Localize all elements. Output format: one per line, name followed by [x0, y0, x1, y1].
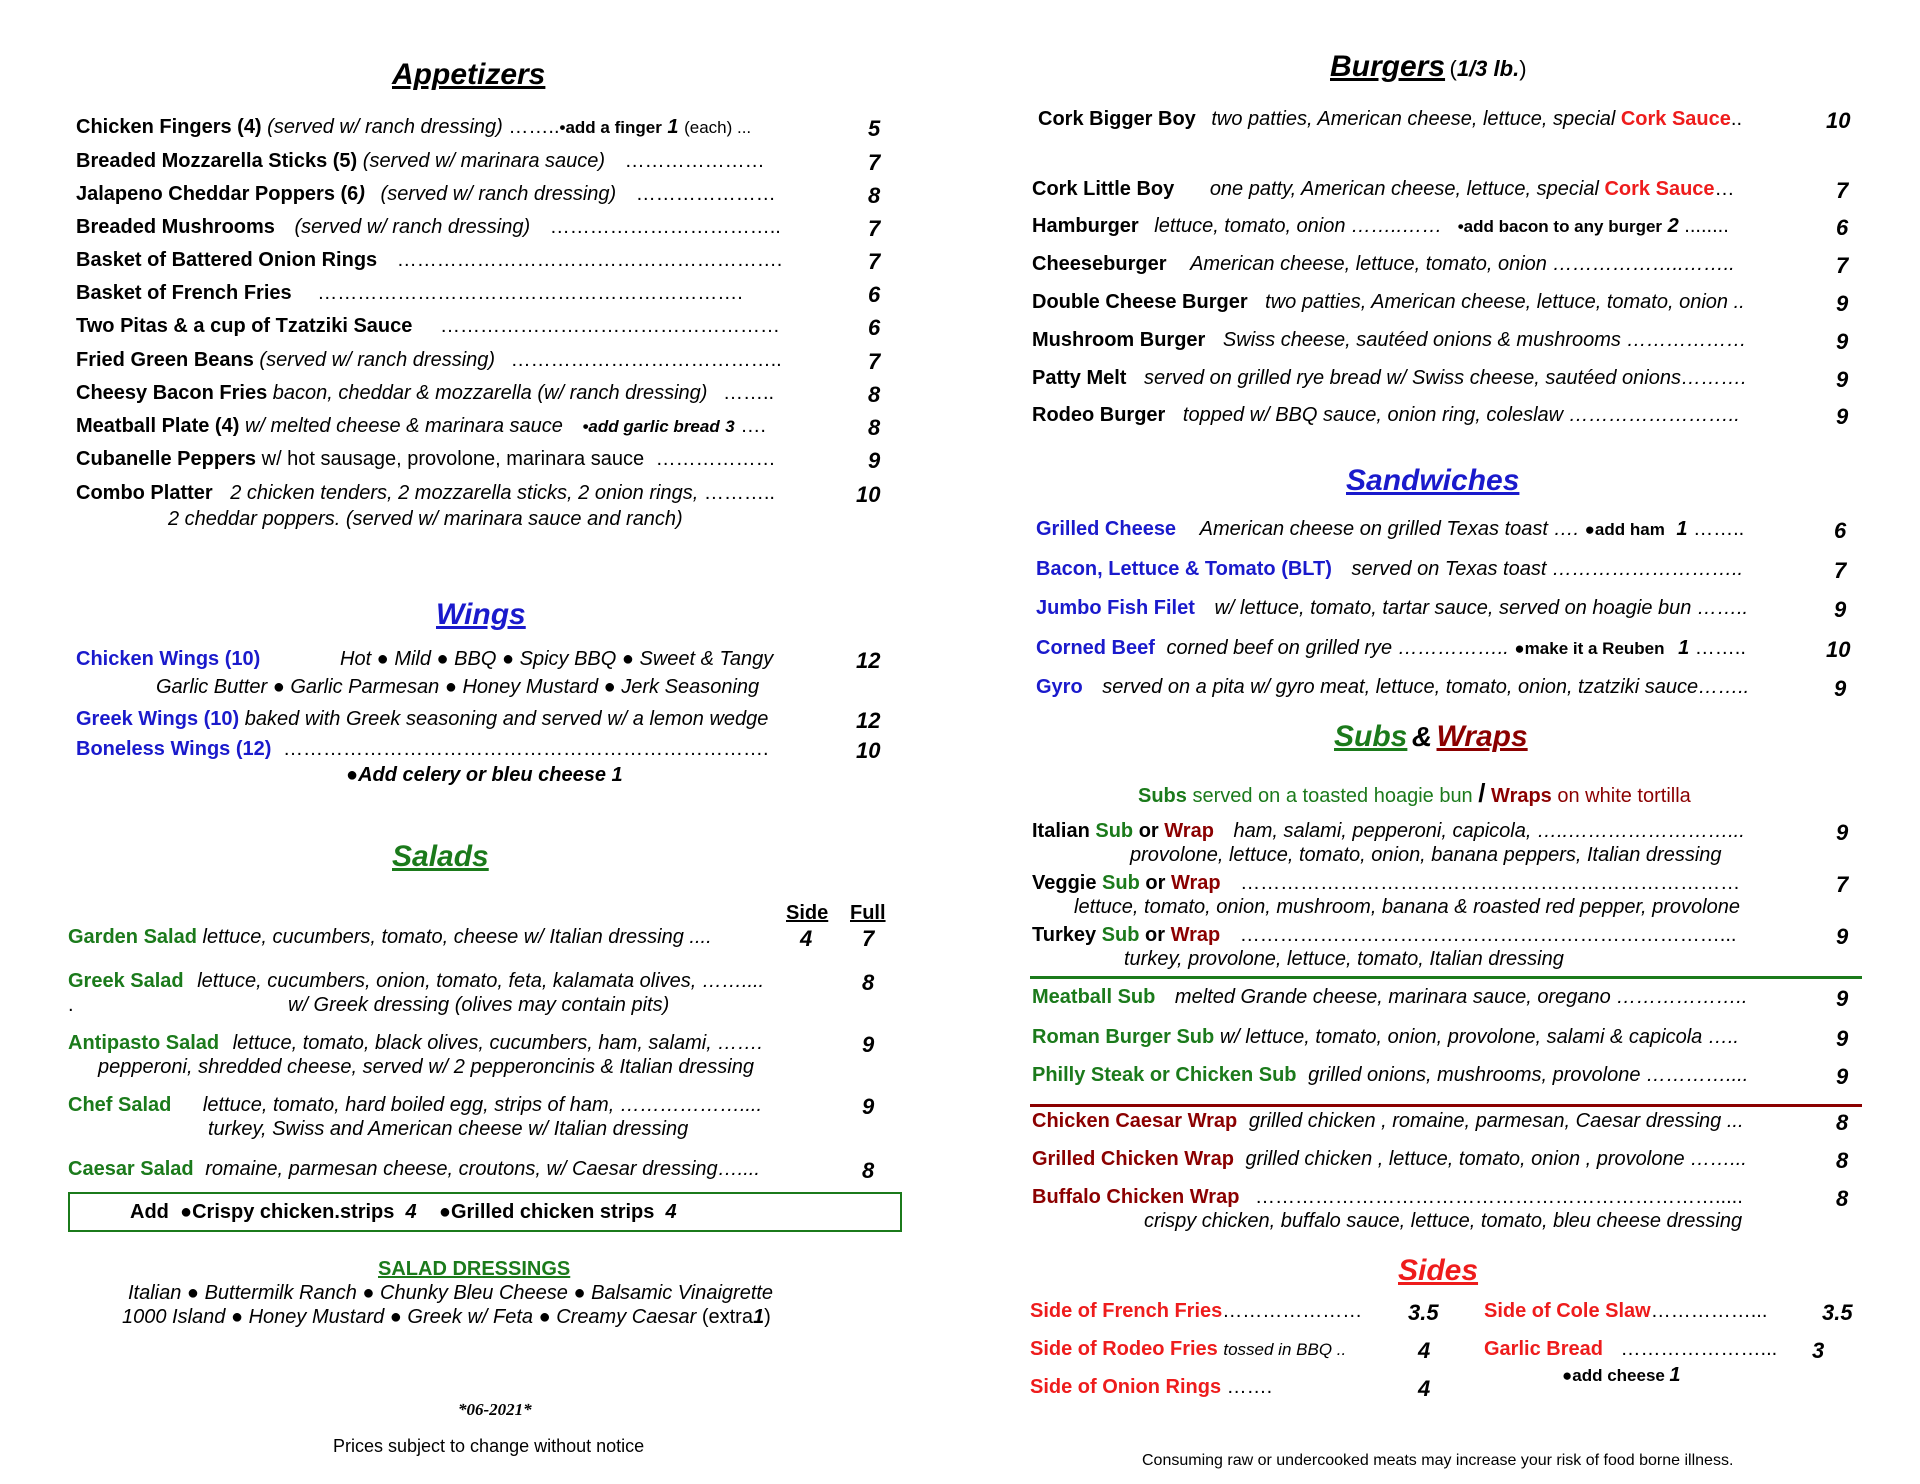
item-price: 7: [868, 216, 881, 241]
list-item: Cheeseburger American cheese, lettuce, tomato, onion ………………..……..: [1032, 253, 1735, 275]
list-item: Philly Steak or Chicken Sub grilled onions, mushrooms, provolone …………....: [1032, 1064, 1749, 1086]
column-header-full: Full: [850, 902, 886, 924]
full-price: 7: [862, 926, 875, 951]
full-price: 9: [862, 1032, 875, 1057]
wings-flavors: Garlic Butter ● Garlic Parmesan ● Honey Mustard ● Jerk Seasoning: [156, 676, 760, 698]
list-item: Italian Sub or Wrap ham, salami, pepperoni, capicola, …..……………………...: [1032, 820, 1745, 842]
item-price: 10: [856, 482, 881, 507]
list-item: Combo Platter 2 chicken tenders, 2 mozzarella sticks, 2 onion rings, ………..: [76, 482, 775, 504]
item-description: 2 cheddar poppers. (served w/ marinara sauce and ranch): [168, 508, 683, 530]
item-price: 3.5: [1822, 1300, 1853, 1325]
list-item: Patty Melt served on grilled rye bread w/ Swiss cheese, sautéed onions……….: [1032, 367, 1747, 389]
list-item: Garlic Bread …………………...: [1484, 1338, 1778, 1360]
list-item: Side of Onion Rings …….: [1030, 1376, 1273, 1398]
wings-addon: ●Add celery or bleu cheese 1: [346, 764, 623, 786]
item-price: 9: [1836, 291, 1849, 316]
item-price: 8: [868, 183, 881, 208]
item-price: 8: [1836, 1110, 1849, 1135]
item-price: 10: [856, 738, 881, 763]
list-item: Cork Little Boy one patty, American cheese, lettuce, special Cork Sauce…: [1032, 178, 1735, 200]
item-price: 6: [868, 315, 881, 340]
wraps-divider: [1030, 1104, 1862, 1107]
item-price: 8: [868, 415, 881, 440]
item-price: 10: [1826, 108, 1851, 133]
list-item: Side of French Fries…………………: [1030, 1300, 1363, 1322]
list-item: Buffalo Chicken Wrap …………………………………………………………….....: [1032, 1186, 1743, 1208]
list-item: Grilled Cheese American cheese on grilled Texas toast …. ●add ham 1 ……..: [1036, 518, 1745, 540]
full-price: 8: [862, 1158, 875, 1183]
list-item: Side of Rodeo Fries tossed in BBQ ..: [1030, 1338, 1347, 1360]
item-price: 6: [868, 282, 881, 307]
subs-divider: [1030, 976, 1862, 979]
item-price: 6: [1836, 215, 1849, 240]
menu-date: *06-2021*: [458, 1400, 532, 1419]
item-price: 8: [1836, 1186, 1849, 1211]
item-price: 12: [856, 708, 881, 733]
list-item: Veggie Sub or Wrap …………………………………………………………………: [1032, 872, 1741, 894]
item-description: crispy chicken, buffalo sauce, lettuce, tomato, bleu cheese dressing: [1144, 1210, 1743, 1232]
subs-wraps-heading: Subs & Wraps: [1334, 720, 1528, 753]
item-price: 12: [856, 648, 881, 673]
list-item: Cork Bigger Boy two patties, American cheese, lettuce, special Cork Sauce..: [1038, 108, 1743, 130]
item-price: 9: [1836, 924, 1849, 949]
list-item: Chef Salad lettuce, tomato, hard boiled egg, strips of ham, ………………....: [68, 1094, 763, 1116]
item-price: 8: [1836, 1148, 1849, 1173]
list-item: Greek Wings (10) baked with Greek seasoning and served w/ a lemon wedge: [76, 708, 769, 730]
list-item: Turkey Sub or Wrap ………………………………………………………………...: [1032, 924, 1737, 946]
list-item: Cubanelle Peppers w/ hot sausage, provolone, marinara sauce ………………: [76, 448, 776, 470]
item-price: 9: [1834, 597, 1847, 622]
item-price: 9: [1836, 1026, 1849, 1051]
subs-wraps-intro: Subs served on a toasted hoagie bun / Wraps on white tortilla: [1138, 778, 1691, 808]
list-item: Hamburger lettuce, tomato, onion ……..…… •add bacon to any burger 2 ........: [1032, 215, 1729, 237]
list-item: Grilled Chicken Wrap grilled chicken , lettuce, tomato, onion , provolone ……...: [1032, 1148, 1747, 1170]
item-description: provolone, lettuce, tomato, onion, banana peppers, Italian dressing: [1130, 844, 1722, 866]
full-price: 9: [862, 1094, 875, 1119]
item-price: 9: [1836, 1064, 1849, 1089]
list-item: Basket of French Fries ……………………………………………………….: [76, 282, 743, 304]
list-item: Garden Salad lettuce, cucumbers, tomato, cheese w/ Italian dressing ....: [68, 926, 712, 948]
sandwiches-heading: Sandwiches: [1346, 464, 1520, 497]
item-price: 7: [1836, 872, 1849, 897]
item-price: 10: [1826, 637, 1851, 662]
list-item: Side of Cole Slaw……………...: [1484, 1300, 1768, 1322]
item-price: 9: [1834, 676, 1847, 701]
list-item: Chicken Fingers (4) (served w/ ranch dressing) ……..•add a finger 1 (each) ...: [76, 116, 752, 138]
sides-addon: ●add cheese 1: [1562, 1364, 1681, 1386]
list-item: Basket of Battered Onion Rings ………………………………………………….: [76, 249, 783, 271]
wings-item-name: Chicken Wings (10): [76, 648, 261, 670]
list-item: Breaded Mushrooms (served w/ ranch dressing) ……………………………..: [76, 216, 781, 238]
salad-addon-box: [68, 1192, 902, 1232]
item-price: 4: [1418, 1376, 1431, 1401]
item-price: 9: [868, 448, 881, 473]
item-price: 9: [1836, 986, 1849, 1011]
dressings-heading: SALAD DRESSINGS: [378, 1258, 571, 1280]
salads-heading: Salads: [392, 840, 489, 873]
wings-heading: Wings: [436, 598, 526, 631]
list-item: Roman Burger Sub w/ lettuce, tomato, onion, provolone, salami & capicola …..: [1032, 1026, 1739, 1048]
item-description: pepperoni, shredded cheese, served w/ 2 pepperoncinis & Italian dressing: [98, 1056, 754, 1078]
list-item: Jalapeno Cheddar Poppers (6) (served w/ ranch dressing) …………………: [76, 183, 776, 205]
item-price: 4: [1418, 1338, 1431, 1363]
item-price: 9: [1836, 820, 1849, 845]
full-price: 8: [862, 970, 875, 995]
list-item: Rodeo Burger topped w/ BBQ sauce, onion ring, coleslaw ……………………..: [1032, 404, 1740, 426]
item-price: 7: [868, 249, 881, 274]
item-price: 8: [868, 382, 881, 407]
column-header-side: Side: [786, 902, 829, 924]
sides-heading: Sides: [1398, 1254, 1479, 1287]
item-price: 7: [868, 349, 881, 374]
item-price: 7: [1836, 253, 1849, 278]
dressings-line-1: Italian ● Buttermilk Ranch ● Chunky Bleu Cheese ● Balsamic Vinaigrette: [128, 1282, 774, 1304]
list-item: Jumbo Fish Filet w/ lettuce, tomato, tartar sauce, served on hoagie bun ……..: [1036, 597, 1749, 619]
list-item: Two Pitas & a cup of Tzatziki Sauce ……………………………………………: [76, 315, 780, 337]
item-price: 7: [1836, 178, 1849, 203]
burgers-heading: Burgers (1/3 lb.): [1330, 50, 1527, 83]
item-price: 5: [868, 116, 881, 141]
list-item: Meatball Sub melted Grande cheese, marinara sauce, oregano ………………..: [1032, 986, 1748, 1008]
item-price: 9: [1836, 404, 1849, 429]
list-item: Gyro served on a pita w/ gyro meat, lettuce, tomato, onion, tzatziki sauce……..: [1036, 676, 1750, 698]
wings-flavors: Hot ● Mild ● BBQ ● Spicy BBQ ● Sweet & Tangy: [340, 648, 774, 670]
food-safety-notice: Consuming raw or undercooked meats may increase your risk of food borne illness.: [1142, 1452, 1734, 1469]
item-price: 3.5: [1408, 1300, 1439, 1325]
list-item-dot: .: [68, 994, 74, 1016]
item-price: 6: [1834, 518, 1847, 543]
list-item: Caesar Salad romaine, parmesan cheese, croutons, w/ Caesar dressing…....: [68, 1158, 760, 1180]
item-description: lettuce, tomato, onion, mushroom, banana & roasted red pepper, provolone: [1074, 896, 1740, 918]
item-price: 7: [868, 150, 881, 175]
dressings-line-2: 1000 Island ● Honey Mustard ● Greek w/ Feta ● Creamy Caesar (extra1): [122, 1306, 771, 1328]
list-item: Breaded Mozzarella Sticks (5) (served w/ marinara sauce) …………………: [76, 150, 765, 172]
list-item: Cheesy Bacon Fries bacon, cheddar & mozzarella (w/ ranch dressing) ……..: [76, 382, 775, 404]
item-description: turkey, provolone, lettuce, tomato, Italian dressing: [1124, 948, 1564, 970]
item-description: w/ Greek dressing (olives may contain pits): [288, 994, 670, 1016]
salad-addon-text: Add ●Crispy chicken.strips 4 ●Grilled chicken strips 4: [130, 1201, 677, 1223]
appetizers-heading: Appetizers: [392, 58, 546, 91]
item-price: 7: [1834, 558, 1847, 583]
item-price: 9: [1836, 367, 1849, 392]
price-notice: Prices subject to change without notice: [333, 1436, 645, 1456]
side-price: 4: [800, 926, 813, 951]
list-item: Bacon, Lettuce & Tomato (BLT) served on Texas toast ………………………..: [1036, 558, 1744, 580]
list-item: Fried Green Beans (served w/ ranch dressing) …………………………………..: [76, 349, 782, 371]
list-item: Corned Beef corned beef on grilled rye …………….. ●make it a Reuben 1 ……..: [1036, 637, 1746, 659]
list-item: Double Cheese Burger two patties, American cheese, lettuce, tomato, onion ..: [1032, 291, 1745, 313]
item-description: turkey, Swiss and American cheese w/ Italian dressing: [208, 1118, 689, 1140]
list-item: Boneless Wings (12) ……………………………………………………………….: [76, 738, 769, 760]
list-item: Antipasto Salad lettuce, tomato, black olives, cucumbers, ham, salami, …….: [68, 1032, 763, 1054]
list-item: Meatball Plate (4) w/ melted cheese & marinara sauce •add garlic bread 3 ….: [76, 415, 766, 437]
item-price: 9: [1836, 329, 1849, 354]
list-item: Mushroom Burger Swiss cheese, sautéed onions & mushrooms ………………: [1032, 329, 1747, 351]
list-item: Chicken Caesar Wrap grilled chicken , romaine, parmesan, Caesar dressing ...: [1032, 1110, 1744, 1132]
item-price: 3: [1812, 1338, 1825, 1363]
list-item: Greek Salad lettuce, cucumbers, onion, tomato, feta, kalamata olives, ……....: [68, 970, 765, 992]
